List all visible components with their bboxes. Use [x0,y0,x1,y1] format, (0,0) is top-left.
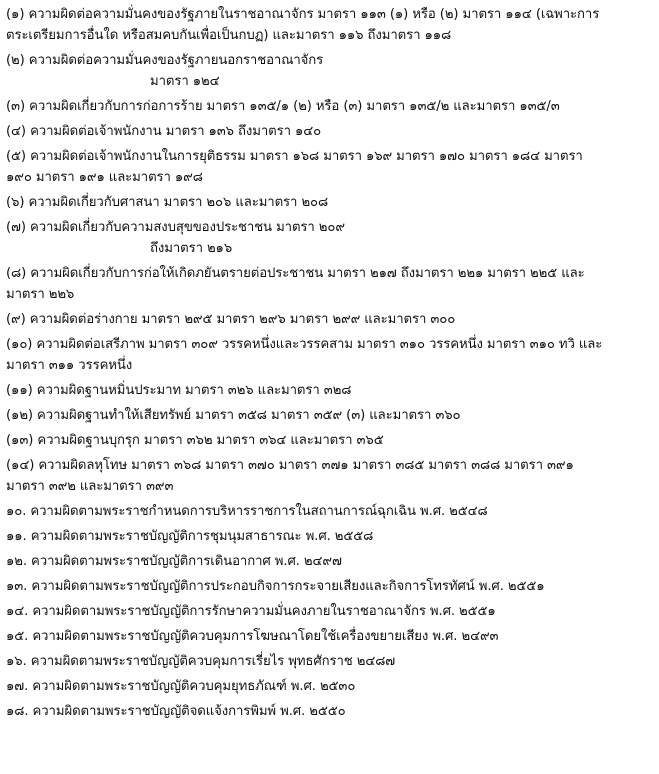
list-item [6,121,654,142]
list-item [6,217,654,259]
list-item-line: (๔) ความผิดต่อเจ้าพนักงาน มาตรา ๑๓๖ ถึงมาตรา ๑๔๐ [6,124,322,139]
list-item-line: (๖) ความผิดเกี่ยวกับศาสนา มาตรา ๒๐๖ และมาตรา ๒๐๘ [6,195,329,210]
list-item-line: (๑๑) ความผิดฐานหมิ่นประมาท มาตรา ๓๒๖ และมาตรา ๓๒๘ [6,383,352,398]
list-item-line: ๑๐. ความผิดตามพระราชกำหนดการบริหารราชการในสถานการณ์ฉุกเฉิน พ.ศ. ๒๕๔๘ [6,504,488,519]
list-item-line: (๒) ความผิดต่อความมั่นคงของรัฐภายนอกราชอาณาจักร [6,53,324,68]
list-item [6,4,654,46]
list-item-line: (๗) ความผิดเกี่ยวกับความสงบสุขของประชาชน มาตรา ๒๐๙ [6,220,345,235]
list-item [6,146,654,188]
list-item-line: ๑๕. ความผิดตามพระราชบัญญัติควบคุมการโฆษณาโดยใช้เครื่องขยายเสียง พ.ศ. ๒๔๙๓ [6,629,499,644]
list-item-line: (๑๒) ความผิดฐานทำให้เสียทรัพย์ มาตรา ๓๕๘ มาตรา ๓๕๙ (๓) และมาตรา ๓๖๐ [6,408,461,423]
list-item-line: ๑๔. ความผิดตามพระราชบัญญัติการรักษาความมั่นคงภายในราชอาณาจักร พ.ศ. ๒๕๕๑ [6,604,496,619]
list-item-line: ๑๑. ความผิดตามพระราชบัญญัติการชุมนุมสาธารณะ พ.ศ. ๒๕๕๘ [6,529,374,544]
list-item-line: (๓) ความผิดเกี่ยวกับการก่อการร้าย มาตรา ๑๓๕/๑ (๒) หรือ (๓) มาตรา ๑๓๕/๒ และมาตรา ๑๓๕/๓ [6,99,560,114]
list-item-line: มาตรา ๓๙๒ และมาตรา ๓๙๓ [6,479,174,494]
list-item [6,701,654,722]
list-item-line: (๑๐) ความผิดต่อเสรีภาพ มาตรา ๓๐๙ วรรคหนึ่งและวรรคสาม มาตรา ๓๑๐ วรรคหนึ่ง มาตรา ๓๑๐ ทวิ และ [6,337,603,352]
list-item-line: ตระเตรียมการอื่นใด หรือสมคบกันเพื่อเป็นกบฏ) และมาตรา ๑๑๖ ถึงมาตรา ๑๑๘ [6,28,452,43]
list-item [6,263,654,305]
list-item [6,405,654,426]
list-item-line: ๑๒. ความผิดตามพระราชบัญญัติการเดินอากาศ พ.ศ. ๒๔๙๗ [6,554,342,569]
list-item-line: ถึงมาตรา ๒๑๖ [150,241,233,256]
list-item [6,430,654,451]
list-item-line: (๑) ความผิดต่อความมั่นคงของรัฐภายในราชอาณาจักร มาตรา ๑๑๓ (๑) หรือ (๒) มาตรา ๑๑๔ (เฉพาะการ [6,7,600,22]
list-item-line: มาตรา ๒๒๖ [6,287,75,302]
list-item [6,96,654,117]
list-item [6,192,654,213]
document-page [6,4,654,722]
list-item [6,626,654,647]
list-item [6,455,654,497]
list-item-line: มาตรา ๓๑๑ วรรคหนึ่ง [6,358,133,373]
list-item-line: ๑๖. ความผิดตามพระราชบัญญัติควบคุมการเรี่ยไร พุทธศักราช ๒๔๘๗ [6,654,396,669]
list-item [6,676,654,697]
list-item [6,526,654,547]
list-item-line: ๑๘. ความผิดตามพระราชบัญญัติจดแจ้งการพิมพ์ พ.ศ. ๒๕๕๐ [6,704,346,719]
list-item [6,309,654,330]
list-item [6,50,654,92]
list-item-line: ๑๗. ความผิดตามพระราชบัญญัติควบคุมยุทธภัณฑ์ พ.ศ. ๒๕๓๐ [6,679,356,694]
list-item [6,651,654,672]
list-item-line: (๑๓) ความผิดฐานบุกรุก มาตรา ๓๖๒ มาตรา ๓๖๔ และมาตรา ๓๖๕ [6,433,384,448]
list-item [6,501,654,522]
list-item [6,334,654,376]
list-item [6,601,654,622]
list-item-line: (๑๔) ความผิดลหุโทษ มาตรา ๓๖๘ มาตรา ๓๗๐ มาตรา ๓๗๑ มาตรา ๓๘๕ มาตรา ๓๘๘ มาตรา ๓๙๑ [6,458,574,473]
list-item [6,380,654,401]
list-item-line: (๙) ความผิดต่อร่างกาย มาตรา ๒๙๕ มาตรา ๒๙๖ มาตรา ๒๙๙ และมาตรา ๓๐๐ [6,312,456,327]
list-item-line: (๘) ความผิดเกี่ยวกับการก่อให้เกิดภยันตรายต่อประชาชน มาตรา ๒๑๗ ถึงมาตรา ๒๒๑ มาตรา ๒๒๕ และ [6,266,585,281]
list-item-line: ๑๓. ความผิดตามพระราชบัญญัติการประกอบกิจการกระจายเสียงและกิจการโทรทัศน์ พ.ศ. ๒๕๕๑ [6,579,545,594]
list-item-line: ๑๙๐ มาตรา ๑๙๑ และมาตรา ๑๙๘ [6,170,203,185]
list-item-line: มาตรา ๑๒๔ [150,74,220,89]
list-item [6,551,654,572]
list-item-line: (๕) ความผิดต่อเจ้าพนักงานในการยุติธรรม มาตรา ๑๖๘ มาตรา ๑๖๙ มาตรา ๑๗๐ มาตรา ๑๘๔ มาตรา [6,149,583,164]
list-item [6,576,654,597]
